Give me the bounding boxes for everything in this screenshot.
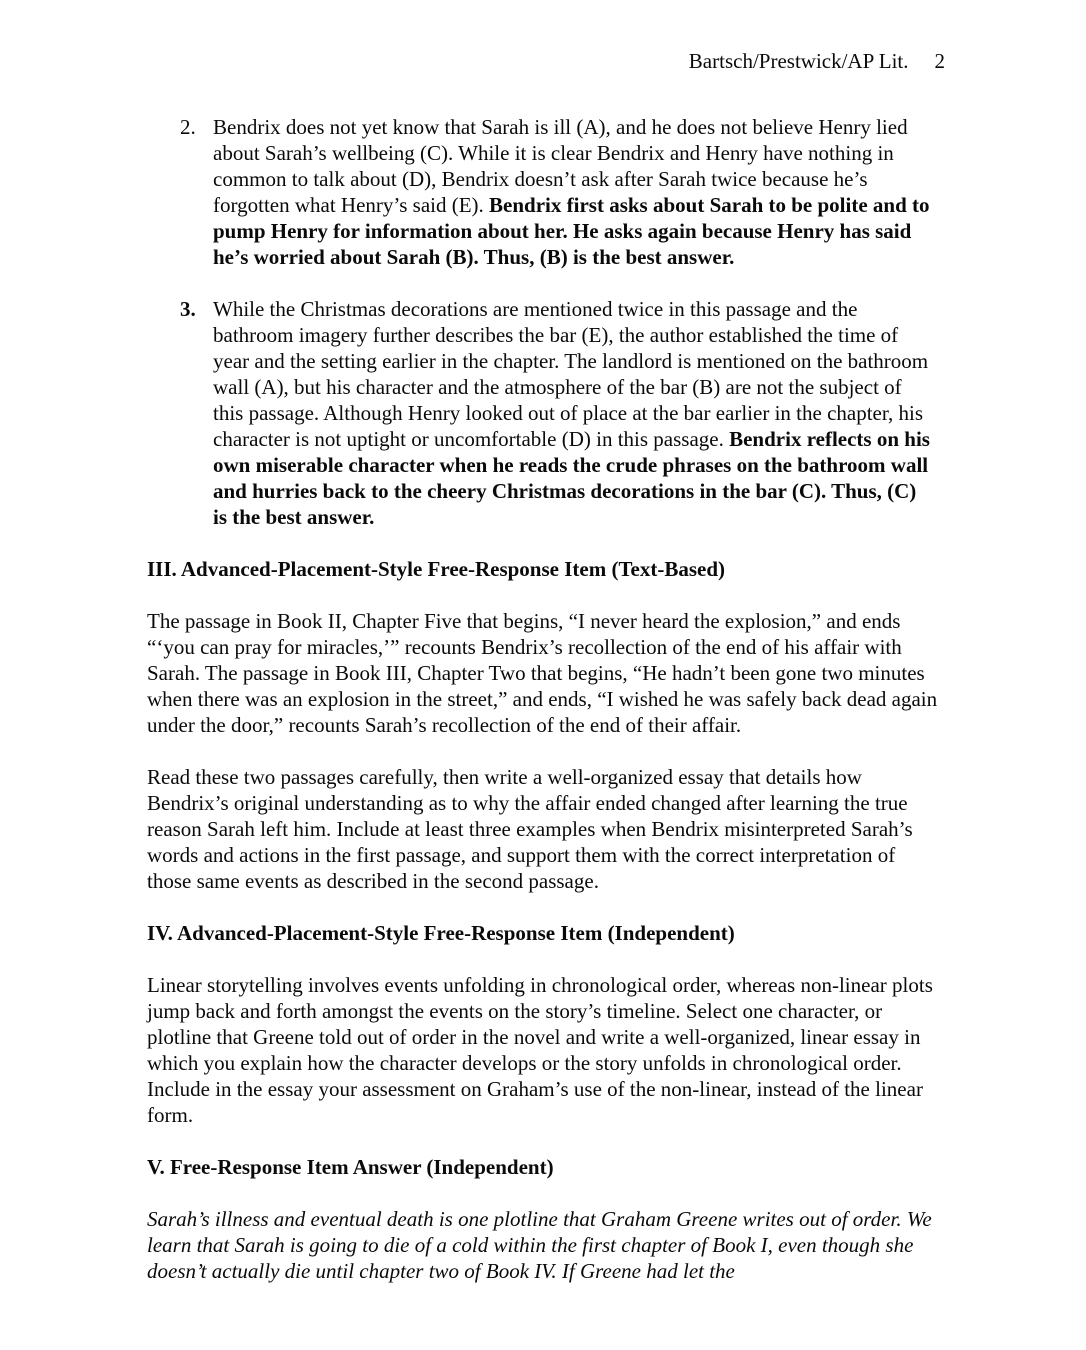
header-running-title: Bartsch/Prestwick/AP Lit. <box>688 49 909 73</box>
section-heading-v: V. Free-Response Item Answer (Independent) <box>147 1155 554 1179</box>
answer-item-2-text <box>213 114 935 270</box>
section-v-paragraph-italic: Sarah’s illness and eventual death is one plotline that Graham Greene writes out of order. We learn that Sarah is going to die of a cold within the first chapter of Book I, even though she doesn’t actually die until chapter two of Book IV. If Greene had let the <box>147 1207 932 1283</box>
answer-item-3-text <box>213 296 935 530</box>
section-heading-iv: IV. Advanced-Placement-Style Free-Response Item (Independent) <box>147 921 735 945</box>
answer-item-2 <box>180 114 942 270</box>
section-iv-paragraph-1: Linear storytelling involves events unfolding in chronological order, whereas non-linear plots jump back and forth amongst the events on the story’s timeline. Select one character, or plotline that Greene told out of order in the novel and write a well-organized, linear essay in which you explain how the character develops or the story unfolds in chronological order. Include in the essay your assessment on Graham’s use of the non-linear, instead of the linear form. <box>147 973 933 1127</box>
section-heading-iii: III. Advanced-Placement-Style Free-Response Item (Text-Based) <box>147 557 726 581</box>
answer-item-3-number: 3. <box>180 297 196 321</box>
document-body <box>0 114 942 1284</box>
answer-item-3-explanation: While the Christmas decorations are mentioned twice in this passage and the bathroom imagery further describes the bar (E), the author established the time of year and the setting earlier in the chapter. The landlord is mentioned on the bathroom wall (A), but his character and the atmosphere of the bar (B) are not the subject of this passage. Although Henry looked out of place at the bar earlier in the chapter, his character is not uptight or uncomfortable (D) in this passage. <box>213 297 929 451</box>
answer-item-2-explanation: Bendrix does not yet know that Sarah is ill (A), and he does not believe Henry lied about Sarah’s wellbeing (C). While it is clear Bendrix and Henry have nothing in common to talk about (D), Bendrix doesn’t ask after Sarah twice because he’s forgotten what Henry’s said (E). <box>213 115 908 217</box>
section-iii-paragraph-2: Read these two passages carefully, then write a well-organized essay that details how Bendrix’s original understanding as to why the affair ended changed after learning the true reason Sarah left him. Include at least three examples when Bendrix misinterpreted Sarah’s words and actions in the first passage, and support them with the correct interpretation of those same events as described in the second passage. <box>147 765 913 893</box>
answer-item-2-number: 2. <box>180 115 196 139</box>
answer-item-3 <box>180 296 942 530</box>
answer-item-2-answer: Bendrix first asks about Sarah to be polite and to pump Henry for information about her. He asks again because Henry has said he’s worried about Sarah (B). Thus, (B) is the best answer. <box>213 193 930 269</box>
section-iii-paragraph-1: The passage in Book II, Chapter Five that begins, “I never heard the explosion,” and ends “‘you can pray for miracles,’” recounts Bendrix’s recollection of the end of his affair with Sarah. The passage in Book III, Chapter Two that begins, “He hadn’t been gone two minutes when there was an explosion in the street,” and ends, “I wished he was safely back dead again under the door,” recounts Sarah’s recollection of the end of their affair. <box>147 609 938 737</box>
page-number: 2 <box>934 49 945 73</box>
page-header <box>0 0 1086 74</box>
answer-item-3-answer: Bendrix reflects on his own miserable character when he reads the crude phrases on the bathroom wall and hurries back to the cheery Christmas decorations in the bar (C). Thus, (C) is the best answer. <box>213 427 930 529</box>
